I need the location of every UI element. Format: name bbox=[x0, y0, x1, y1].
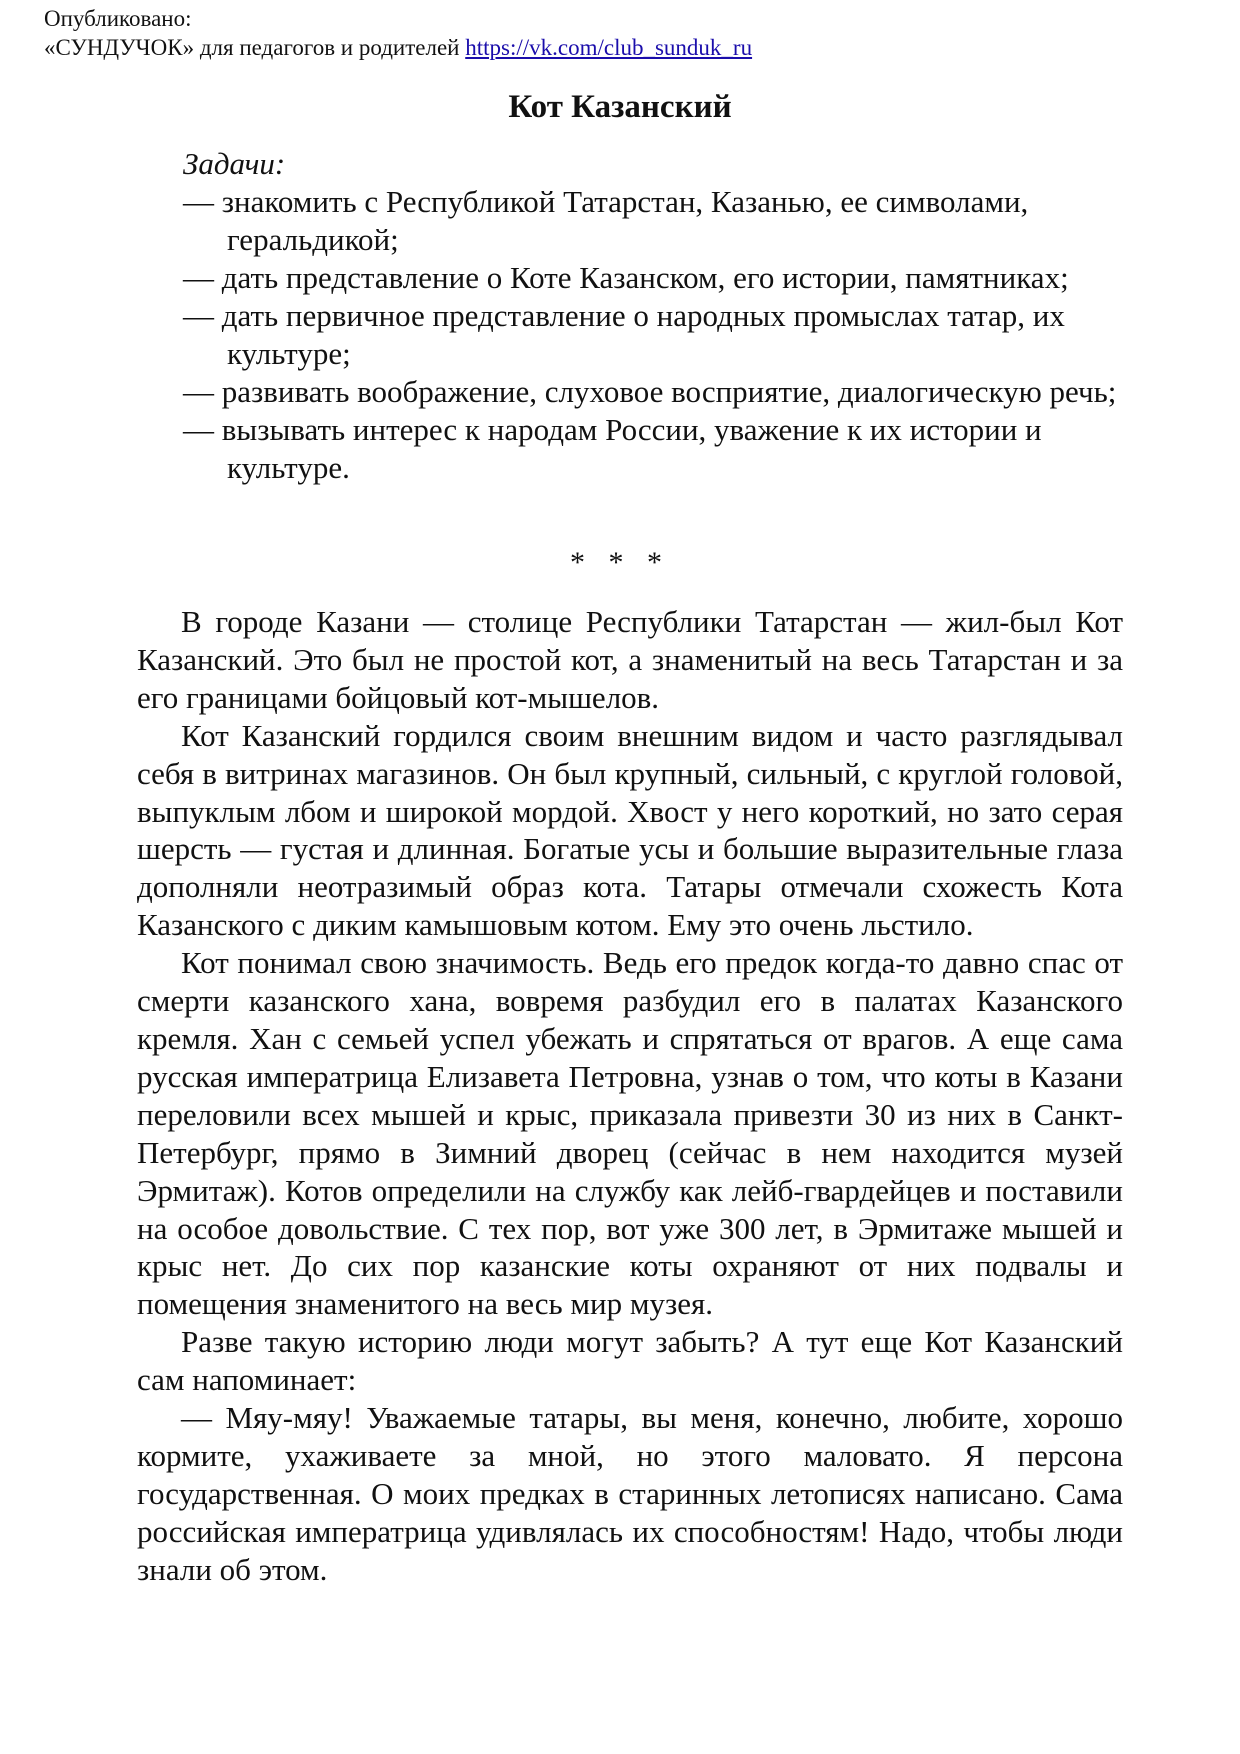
task-item: — развивать воображение, слуховое восприятие, диалогическую речь; bbox=[183, 374, 1117, 409]
paragraph: — Мяу-мяу! Уважаемые татары, вы меня, конечно, любите, хорошо кормите, ухаживаете за мной, но этого маловато. Я персона государственная. О моих предках в старинных летописях написано. Сама российская императрица удивлялась их способностям! Надо, чтобы люди знали об этом. bbox=[137, 1400, 1123, 1587]
task-item: — вызывать интерес к народам России, уважение к их истории и культуре. bbox=[183, 412, 1042, 485]
source-line bbox=[44, 33, 752, 62]
publication-header bbox=[44, 4, 752, 62]
task-item: — дать первичное представление о народных промыслах татар, их культуре; bbox=[183, 298, 1065, 371]
paragraph: Кот Казанский гордился своим внешним видом и часто разглядывал себя в витринах магазинов. Он был крупный, сильный, с круглой головой, выпуклым лбом и широкой мордой. Хвост у него короткий, но зато серая шерсть — густая и длинная. Богатые усы и большие выразительные глаза дополняли неотразимый образ кота. Татары отмечали схожесть Кота Казанского с диким камышовым котом. Ему это очень льстило. bbox=[137, 717, 1123, 943]
page-title: Кот Казанский bbox=[508, 89, 732, 125]
story-body bbox=[137, 603, 1123, 1589]
paragraph: Разве такую историю люди могут забыть? А тут еще Кот Казанский сам напоминает: bbox=[137, 1324, 1123, 1398]
section-separator: * * * bbox=[570, 546, 670, 579]
task-item: — знакомить с Республикой Татарстан, Казанью, ее символами, геральдикой; bbox=[183, 184, 1029, 257]
tasks-section bbox=[183, 145, 1123, 487]
tasks-label: Задачи: bbox=[183, 146, 286, 181]
paragraph: В городе Казани — столице Республики Татарстан — жил-был Кот Казанский. Это был не простой кот, а знаменитый на весь Татарстан и за его границами бойцовый кот-мышелов. bbox=[137, 604, 1123, 715]
task-item: — дать представление о Коте Казанском, его истории, памятниках; bbox=[183, 260, 1069, 295]
published-label: Опубликовано: bbox=[44, 6, 192, 31]
source-link[interactable]: https://vk.com/club_sunduk_ru bbox=[465, 35, 753, 60]
paragraph: Кот понимал свою значимость. Ведь его предок когда-то давно спас от смерти казанского хана, вовремя разбудил его в палатах Казанского кремля. Хан с семьей успел убежать и спрятаться от врагов. А еще сама русская императрица Елизавета Петровна, узнав о том, что коты в Казани переловили всех мышей и крыс, приказала привезти 30 из них в Санкт-Петербург, прямо в Зимний дворец (сейчас в нем находится музей Эрмитаж). Котов определили на службу как лейб-гвардейцев и поставили на особое довольствие. С тех пор, вот уже 300 лет, в Эрмитаже мышей и крыс нет. До сих пор казанские коты охраняют от них подвалы и помещения знаменитого на весь мир музея. bbox=[137, 945, 1123, 1322]
source-text: «СУНДУЧОК» для педагогов и родителей bbox=[44, 35, 460, 60]
tasks-list bbox=[183, 183, 1123, 487]
